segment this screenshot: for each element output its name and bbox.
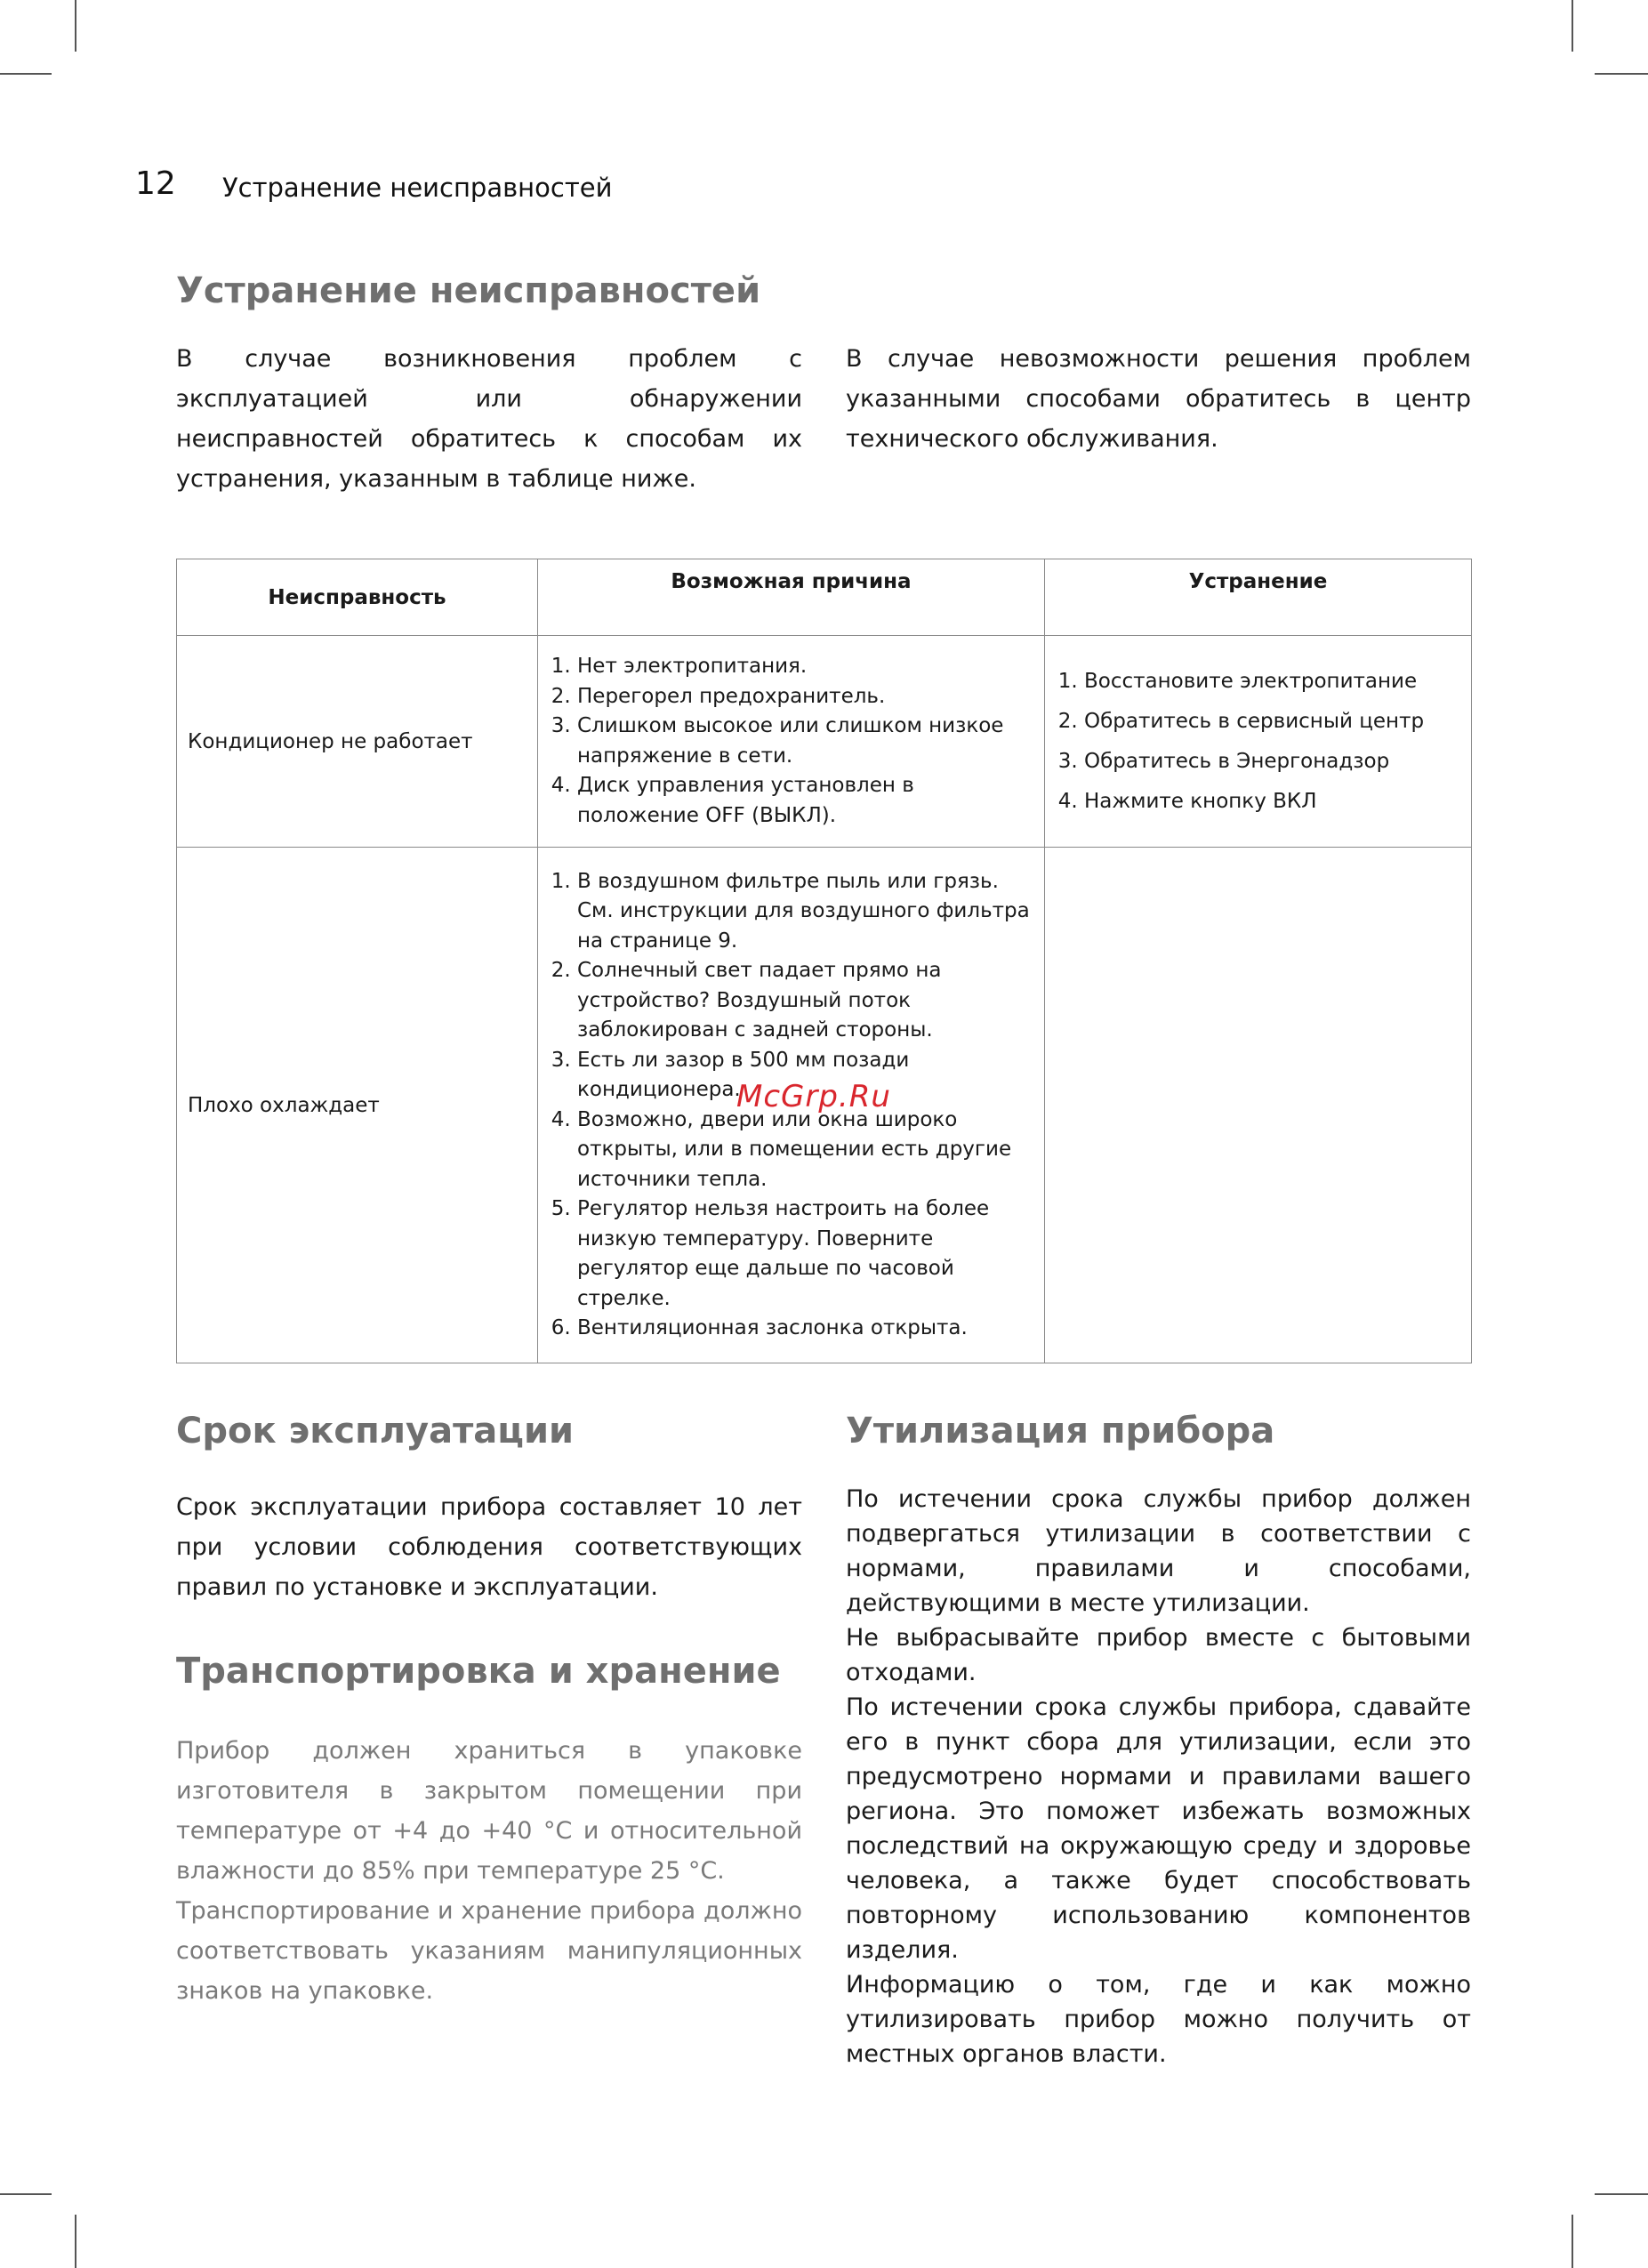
crop-mark	[1595, 73, 1648, 75]
causes-cell	[538, 636, 1045, 848]
crop-mark	[0, 73, 52, 75]
list-item: 4. Нажмите кнопку ВКЛ	[1084, 782, 1462, 822]
transport-heading: Транспортировка и хранение	[176, 1651, 781, 1692]
list-item: 1. Нет электропитания.	[577, 652, 1035, 682]
service-life-paragraph: Срок эксплуатации прибора составляет 10 лет при условии соблюдения соответствующих правил по установке и эксплуатации.	[176, 1493, 802, 1601]
crop-mark	[75, 2215, 76, 2268]
disposal-paragraph: По истечении срока службы прибора, сдавайте его в пункт сбора для утилизации, если это предусмотрено нормами и правилами вашего региона. Это поможет избежать возможных последствий на окружающую среду и здоровье человека, а также будет способствовать повторному использованию компонентов изделия.	[846, 1693, 1471, 1964]
fault-cell: Кондиционер не работает	[177, 636, 538, 848]
disposal-paragraph: По истечении срока службы прибор должен подвергаться утилизации в соответствии с нормами, правилами и способами, действующими в месте утилизации.	[846, 1485, 1471, 1617]
header-cause: Возможная причина	[538, 559, 1045, 636]
fixes-cell-empty	[1045, 848, 1472, 1363]
disposal-paragraph: Информацию о том, где и как можно утилизировать прибор можно получить от местных органов власти.	[846, 1971, 1471, 2068]
list-item: 2. Перегорел предохранитель.	[577, 682, 1035, 712]
list-item: 1. Восстановите электропитание	[1084, 662, 1462, 702]
list-item: 1. В воздушном фильтре пыль или грязь. См. инструкции для воздушного фильтра на странице 9.	[577, 867, 1035, 957]
causes-list	[547, 652, 1035, 831]
table-header-row	[177, 559, 1472, 636]
list-item: 3. Обратитесь в Энергонадзор	[1084, 742, 1462, 782]
disposal-paragraph: Не выбрасывайте прибор вместе с бытовыми отходами.	[846, 1624, 1471, 1686]
list-item: 4. Диск управления установлен в положение OFF (ВЫКЛ).	[577, 771, 1035, 831]
transport-text	[176, 1731, 802, 2011]
header-fix: Устранение	[1045, 559, 1472, 636]
list-item: 3. Слишком высокое или слишком низкое напряжение в сети.	[577, 712, 1035, 771]
fixes-cell	[1045, 636, 1472, 848]
watermark: McGrp.Ru	[736, 1079, 891, 1114]
transport-paragraph: Прибор должен храниться в упаковке изготовителя в закрытом помещении при температуре от +4 до +40 °С и относительной влажности до 85% при температуре 25 °С.	[176, 1737, 802, 1885]
crop-mark	[1572, 0, 1573, 52]
list-item: 4. Возможно, двери или окна широко открыты, или в помещении есть другие источники тепла.	[577, 1106, 1035, 1195]
disposal-text	[846, 1482, 1471, 2071]
page-number: 12	[135, 165, 176, 202]
header-fault: Неисправность	[177, 559, 538, 636]
list-item: 2. Солнечный свет падает прямо на устройство? Воздушный поток заблокирован с задней стороны.	[577, 956, 1035, 1046]
troubleshooting-intro-right	[846, 339, 1471, 459]
running-header: Устранение неисправностей	[222, 173, 613, 203]
table-row	[177, 636, 1472, 848]
crop-mark	[75, 0, 76, 52]
troubleshooting-heading: Устранение неисправностей	[176, 270, 761, 311]
transport-paragraph: Транспортирование и хранение прибора должно соответствовать указаниям манипуляционных знаков на упаковке.	[176, 1897, 802, 2005]
crop-mark	[1595, 2193, 1648, 2195]
intro-right-text: В случае невозможности решения проблем указанными способами обратитесь в центр технического обслуживания.	[846, 345, 1471, 453]
service-life-text	[176, 1487, 802, 1607]
disposal-heading: Утилизация прибора	[846, 1411, 1275, 1452]
intro-left-text: В случае возникновения проблем с эксплуатацией или обнаружении неисправностей обратитесь к способам их устранения, указанным в таблице ниже.	[176, 345, 802, 493]
fault-cell: Плохо охлаждает	[177, 848, 538, 1363]
list-item: 6. Вентиляционная заслонка открыта.	[577, 1314, 1035, 1344]
troubleshooting-intro-left	[176, 339, 802, 499]
list-item: 2. Обратитесь в сервисный центр	[1084, 702, 1462, 742]
troubleshooting-table	[176, 559, 1472, 1363]
crop-mark	[0, 2193, 52, 2195]
crop-mark	[1572, 2215, 1573, 2268]
fixes-list	[1054, 662, 1462, 822]
list-item: 3. Есть ли зазор в 500 мм позади кондиционера.	[577, 1046, 1035, 1106]
service-life-heading: Срок эксплуатации	[176, 1411, 574, 1452]
list-item: 5. Регулятор нельзя настроить на более низкую температуру. Поверните регулятор еще дальше по часовой стрелке.	[577, 1194, 1035, 1314]
